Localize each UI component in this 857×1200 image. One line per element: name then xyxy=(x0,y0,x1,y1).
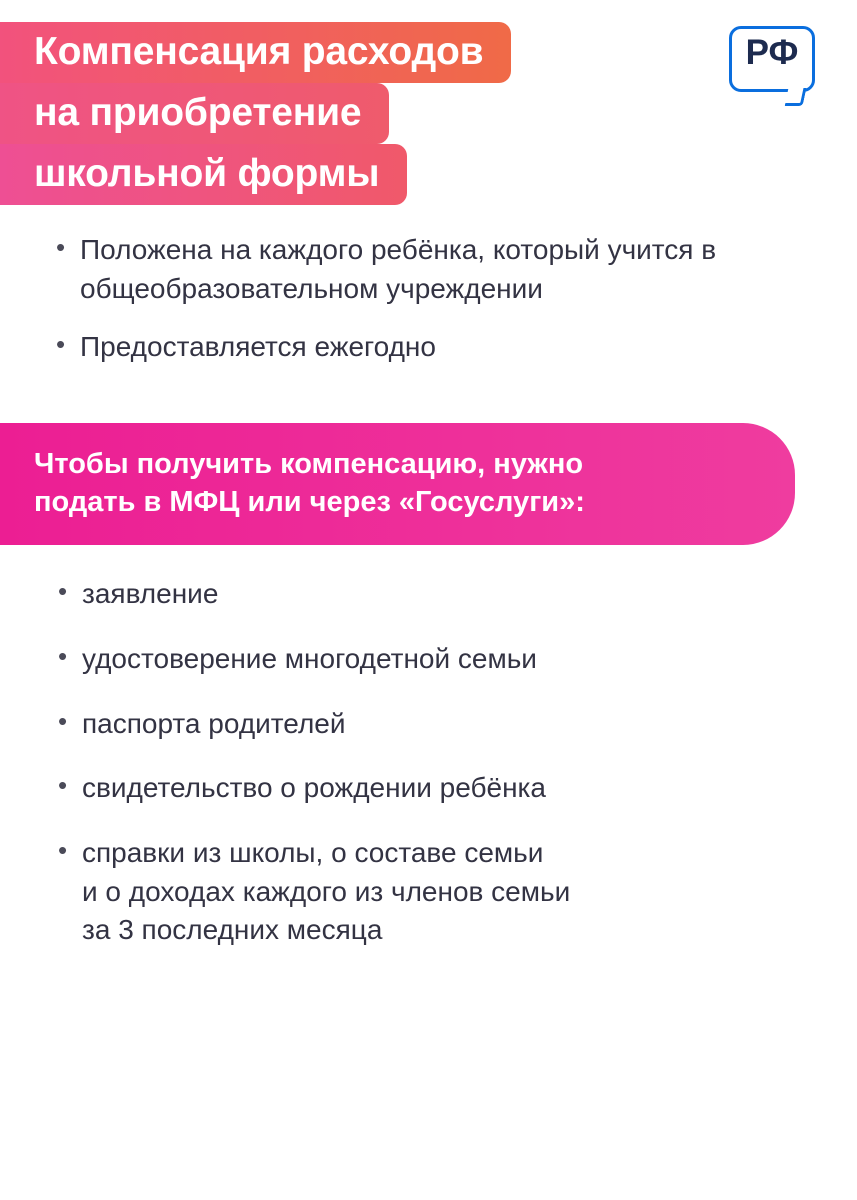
title-line-3: школьной формы xyxy=(0,144,407,205)
page-title xyxy=(0,22,511,205)
rf-logo-icon xyxy=(729,26,821,110)
list-item: • Предоставляется ежегодно xyxy=(38,328,817,367)
title-line-2: на приобретение xyxy=(0,83,389,144)
list-item: • заявление xyxy=(40,575,817,614)
list-item-line-2: и о доходах каждого из членов семьи xyxy=(82,875,571,907)
intro-list xyxy=(38,231,817,367)
title-line-1: Компенсация расходов xyxy=(0,22,511,83)
list-item-line-3: за 3 последних месяца xyxy=(82,914,383,946)
list-item xyxy=(40,834,817,950)
documents-list xyxy=(40,575,817,949)
logo-tail-mask xyxy=(785,78,807,88)
banner-line-2: подать в МФЦ или через «Госуслуги»: xyxy=(34,486,585,519)
requirements-banner xyxy=(0,423,795,546)
header xyxy=(0,0,857,205)
list-item: • удостоверение многодетной семьи xyxy=(40,640,817,679)
list-item: • Положена на каждого ребёнка, который учится в общеобразовательном учреждении xyxy=(38,231,817,308)
banner-line-1: Чтобы получить компенсацию, нужно xyxy=(34,447,584,480)
logo-label: РФ xyxy=(745,33,799,72)
list-item: • свидетельство о рождении ребёнка xyxy=(40,769,817,808)
list-item: • паспорта родителей xyxy=(40,705,817,744)
list-item-line-1: • справки из школы, о составе семьи xyxy=(82,836,544,868)
